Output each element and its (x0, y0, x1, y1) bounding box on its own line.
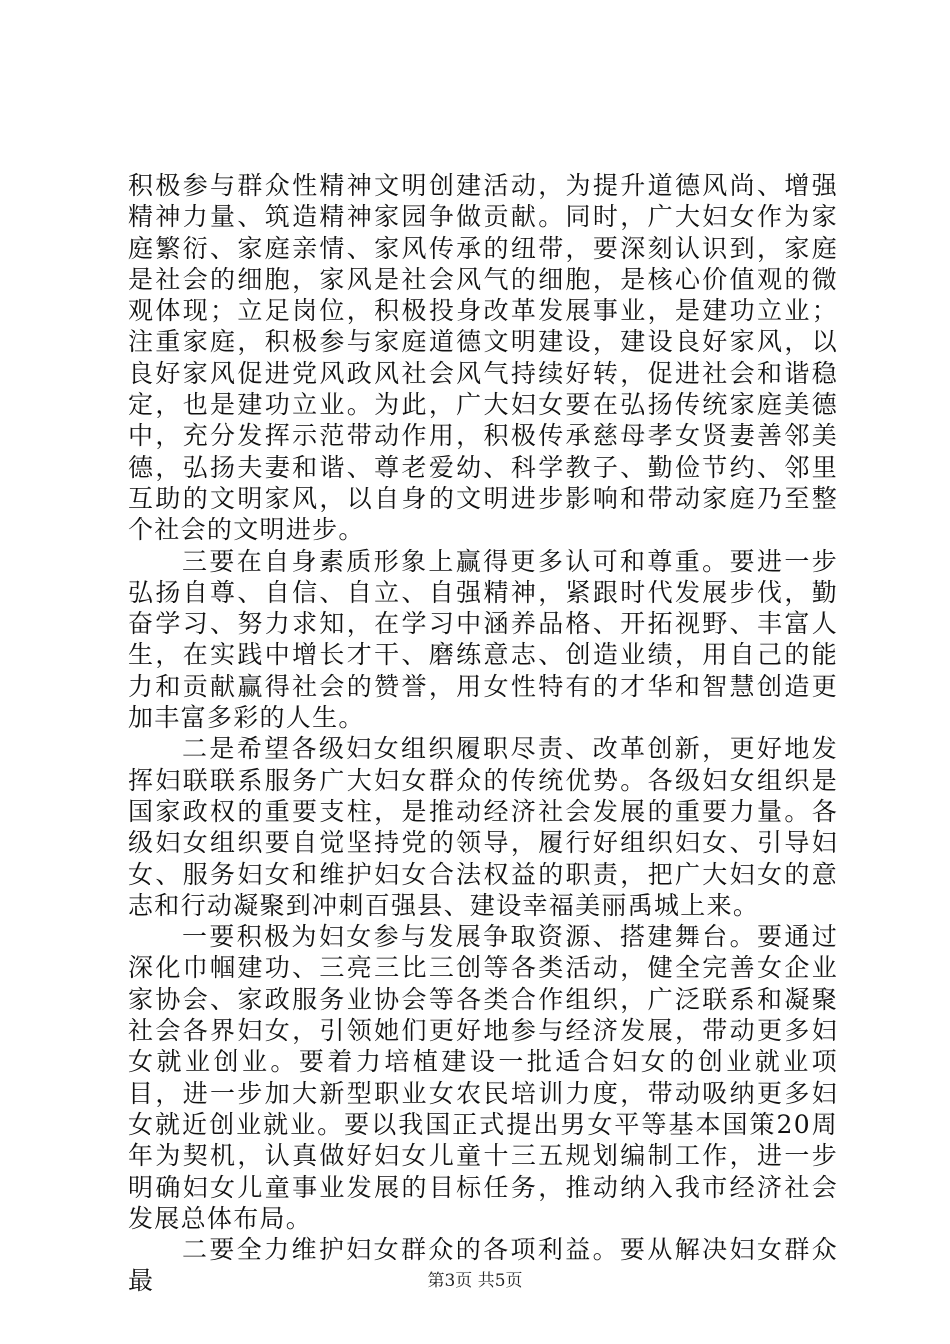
paragraph-2: 三要在自身素质形象上赢得更多认可和尊重。要进一步弘扬自尊、自信、自立、自强精神，紧跟时代发展步伐，勤奋学习、努力求知，在学习中涵养品格、开拓视野、丰富人生，在实践中增长才干、磨练意志、创造业绩，用自己的能力和贡献赢得社会的赞誉，用女性特有的才华和智慧创造更加丰富多彩的人生。 (128, 546, 838, 733)
paragraph-3: 二是希望各级妇女组织履职尽责、改革创新，更好地发挥妇联联系服务广大妇女群众的传统优势。各级妇女组织是国家政权的重要支柱，是推动经济社会发展的重要力量。各级妇女组织要自觉坚持党的领导，履行好组织妇女、引导妇女、服务妇女和维护妇女合法权益的职责，把广大妇女的意志和行动凝聚到冲刺百强县、建设幸福美丽禹城上来。 (128, 734, 838, 920)
document-body (128, 170, 838, 1297)
page-number-footer: 第3页 共5页 (427, 1271, 523, 1291)
paragraph-4: 一要积极为妇女参与发展争取资源、搭建舞台。要通过深化巾帼建功、三亮三比三创等各类活动，健全完善女企业家协会、家政服务业协会等各类合作组织，广泛联系和凝聚社会各界妇女，引领她们更好地参与经济发展，带动更多妇女就业创业。要着力培植建设一批适合妇女的创业就业项目，进一步加大新型职业女农民培训力度，带动吸纳更多妇女就近创业就业。要以我国正式提出男女平等基本国策20周年为契机，认真做好妇女儿童十三五规划编制工作，进一步明确妇女儿童事业发展的目标任务，推动纳入我市经济社会发展总体布局。 (128, 922, 838, 1233)
paragraph-1: 积极参与群众性精神文明创建活动，为提升道德风尚、增强精神力量、筑造精神家园争做贡献。同时，广大妇女作为家庭繁衍、家庭亲情、家风传承的纽带，要深刻认识到，家庭是社会的细胞，家风是社会风气的细胞，是核心价值观的微观体现；立足岗位，积极投身改革发展事业，是建功立业；注重家庭，积极参与家庭道德文明建设，建设良好家风，以良好家风促进党风政风社会风气持续好转，促进社会和谐稳定，也是建功立业。为此，广大妇女要在弘扬传统家庭美德中，充分发挥示范带动作用，积极传承慈母孝女贤妻善邻美德，弘扬夫妻和谐、尊老爱幼、科学教子、勤俭节约、邻里互助的文明家风，以自身的文明进步影响和带动家庭乃至整个社会的文明进步。 (128, 171, 838, 545)
paragraph-5: 二要全力维护妇女群众的各项利益。要从解决妇女群众最 (128, 1235, 838, 1296)
